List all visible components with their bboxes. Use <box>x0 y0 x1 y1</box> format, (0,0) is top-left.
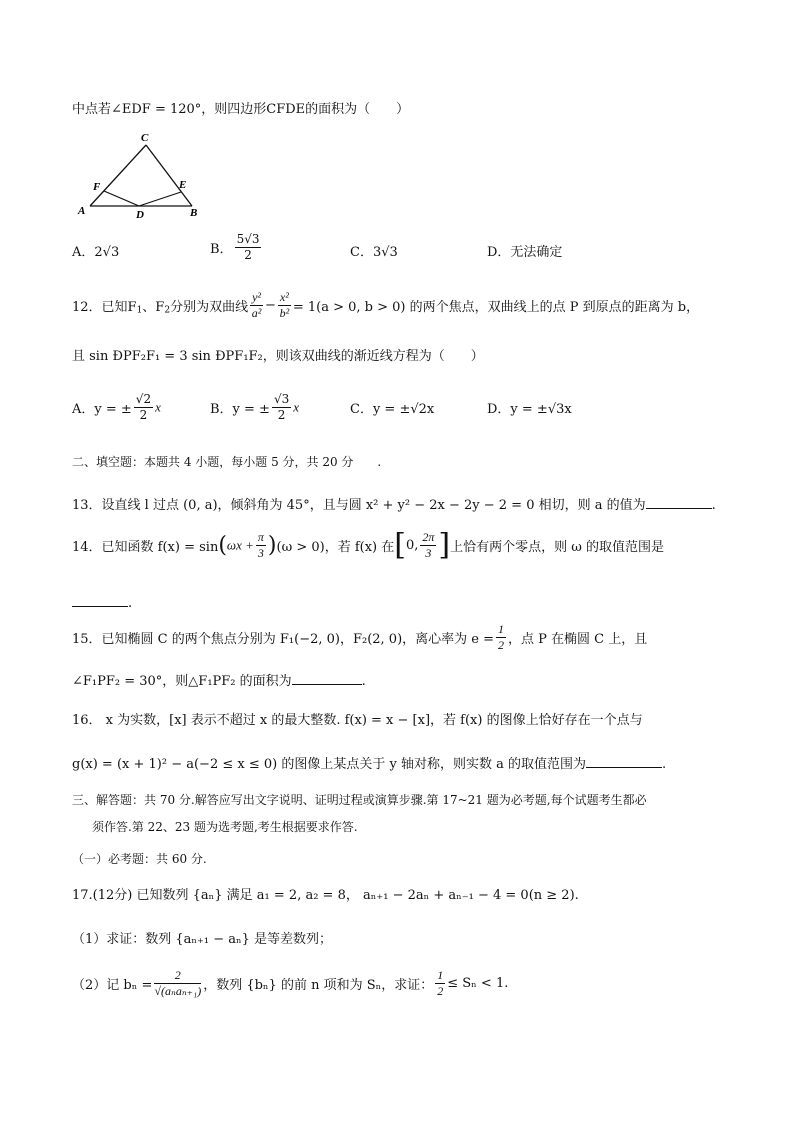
q11-stem: 中点若∠EDF = 120°，则四边形CFDE的面积为（ ） <box>72 102 410 117</box>
section2-heading: 二、填空题：本题共 4 小题，每小题 5 分，共 20 分 . <box>72 455 382 469</box>
q14-text-d: 0, <box>405 538 419 553</box>
q17-part2-c: ≤ Sₙ < 1. <box>447 976 509 991</box>
q11-option-c: C．3√3 <box>350 245 398 260</box>
answer-blank[interactable] <box>72 592 128 607</box>
section3-heading-line2: 须作答.第 22、23 题为选考题,考生根据要求作答. <box>92 820 358 834</box>
q12-option-a-x: x <box>155 399 161 415</box>
q12-hyp-num1: y² <box>252 290 262 304</box>
q16-line2 <box>72 753 666 775</box>
q16-text-line2: g(x) = (x + 1)² − a(−2 ≤ x ≤ 0) 的图像上某点关于 y 轴对称，则实数 a 的取值范围为 <box>72 757 586 772</box>
q12-stem-line1: 12．已知$F_1$、$F_2$分别为双曲线 $\frac{\text{y²}}{\text{a²}}$ − $\frac{\text{x²}}{\text{b²}}$ = 1(a > 0, b > 0) 的两个焦点，双曲线上的点 P 到原点的距离为 b， <box>72 290 700 320</box>
q12-hyp-den1: a² <box>251 306 262 320</box>
q12-text-b: 、F <box>142 300 165 315</box>
q14-text-c: (ω > 0)，若 f(x) 在 <box>276 540 395 555</box>
q12-option-c: C．y = ±√2x <box>350 402 435 417</box>
q15-text-a: 15．已知椭圆 C 的两个焦点分别为 F₁(−2, 0)，F₂(2, 0)，离心率为 e = <box>72 632 494 647</box>
q12-option-b <box>210 392 299 423</box>
q11-option-a: A．2√3 <box>72 245 120 260</box>
q12-option-a-prefix: A．y = ± <box>72 402 132 417</box>
q11-option-d: D．无法确定 <box>487 245 563 260</box>
q12-option-b-x: x <box>293 399 300 415</box>
q16-line1: 16． x 为实数，[x] 表示不超过 x 的最大整数. f(x) = x − [x]，若 f(x) 的图像上恰好存在一个点与 <box>72 713 643 728</box>
q12-option-a-num: √2 <box>135 392 152 406</box>
q12-option-d: D．y = ±√3x <box>487 402 572 417</box>
label-E: E <box>179 179 187 191</box>
q12-option-a-den: 2 <box>139 408 148 422</box>
label-F: F <box>93 181 101 193</box>
q15-e-num: 1 <box>498 622 504 636</box>
q12-text-c: 分别为双曲线 <box>170 300 249 315</box>
q17-stem: 17.(12分) 已知数列 {aₙ} 满足 a₁ = 2, a₂ = 8， aₙ₊₁ − 2aₙ + aₙ₋₁ − 4 = 0(n ≥ 2). <box>72 888 579 903</box>
q15-line1 <box>72 622 647 653</box>
q15-text-b: ，点 P 在椭圆 C 上，且 <box>508 632 648 647</box>
q12-option-b-prefix: B．y = ± <box>210 402 270 417</box>
q14-text-a: 14．已知函数 f(x) = sin <box>72 540 219 555</box>
answer-blank[interactable] <box>646 494 712 509</box>
section3-heading-line1: 三、解答题：共 70 分.解答应写出文字说明、证明过程或演算步骤.第 17~21 题为必考题,每个试题考生都必 <box>72 793 647 807</box>
q17-ineq-den: 2 <box>437 984 444 998</box>
q12-stem-line2: 且 sin ÐPF₂F₁ = 3 sin ÐPF₁F₂，则该双曲线的渐近线方程为（ ） <box>72 349 484 364</box>
q15-e-den: 2 <box>498 638 504 652</box>
q17-bn-num: 2 <box>154 968 201 984</box>
q17-ineq-num: 1 <box>437 968 444 982</box>
q14-text-e: 上恰有两个零点，则 ω 的取值范围是 <box>450 540 664 555</box>
q14-text-b: ωx + <box>226 537 254 553</box>
q11-option-b-den: 2 <box>244 248 252 262</box>
q14-end: . <box>128 596 133 611</box>
q11-option-b-num: 5√3 <box>236 232 260 246</box>
label-C: C <box>141 132 149 144</box>
q12-text-a: 12．已知F <box>72 300 137 315</box>
q12-option-b-den: 2 <box>277 408 286 422</box>
q14-answer <box>72 592 132 614</box>
q11-option-b-prefix: B． <box>210 242 233 257</box>
required-heading: （一）必考题：共 60 分. <box>72 852 207 866</box>
q17-part2-b: ，数列 {bₙ} 的前 n 项和为 Sₙ，求证： <box>203 978 434 993</box>
q13-text: 13．设直线 l 过点 (0, a)，倾斜角为 45°，且与圆 x² + y² − 2x − 2y − 2 = 0 相切，则 a 的值为 <box>72 498 646 513</box>
q12-option-a <box>72 392 161 423</box>
q13 <box>72 494 716 516</box>
q15-end: . <box>361 674 366 689</box>
q14: 14．已知函数 f(x) = sin(ωx + $\frac{\pi}{3}$ )(ω > 0)，若 f(x) 在[0, $\frac{2\pi}{3}$ ]上恰有两个零点，则 ω 的取值范围是 <box>72 527 664 563</box>
q17-bn-den: √(aₙaₙ₊₁) <box>154 984 202 998</box>
q15-line2 <box>72 670 366 692</box>
q14-int-den: 3 <box>425 546 432 560</box>
q12-text-d: = 1(a > 0, b > 0) 的两个焦点，双曲线上的点 P 到原点的距离为 b， <box>292 300 700 315</box>
q12-hyp-num2: x² <box>279 290 289 304</box>
label-B: B <box>190 207 198 219</box>
q12-hyp-den2: b² <box>279 306 290 320</box>
q11-option-b <box>210 232 263 263</box>
q14-pi-num: π <box>257 530 264 544</box>
q16-end: . <box>661 757 667 772</box>
answer-blank[interactable] <box>586 753 662 768</box>
triangle-figure <box>76 130 206 222</box>
label-A: A <box>78 205 86 217</box>
answer-blank[interactable] <box>292 670 362 685</box>
q17-part2-a: （2）记 bₙ = <box>72 978 153 993</box>
q17-part2 <box>72 968 508 999</box>
q13-end: . <box>711 498 716 513</box>
q15-text-line2: ∠F₁PF₂ = 30°，则△F₁PF₂ 的面积为 <box>72 674 292 689</box>
q14-pi-den: 3 <box>257 546 264 560</box>
q17-part1: （1）求证：数列 {aₙ₊₁ − aₙ} 是等差数列； <box>72 932 333 947</box>
q14-int-num: 2π <box>422 530 435 544</box>
q12-option-b-num: √3 <box>273 392 290 406</box>
label-D: D <box>136 209 144 221</box>
